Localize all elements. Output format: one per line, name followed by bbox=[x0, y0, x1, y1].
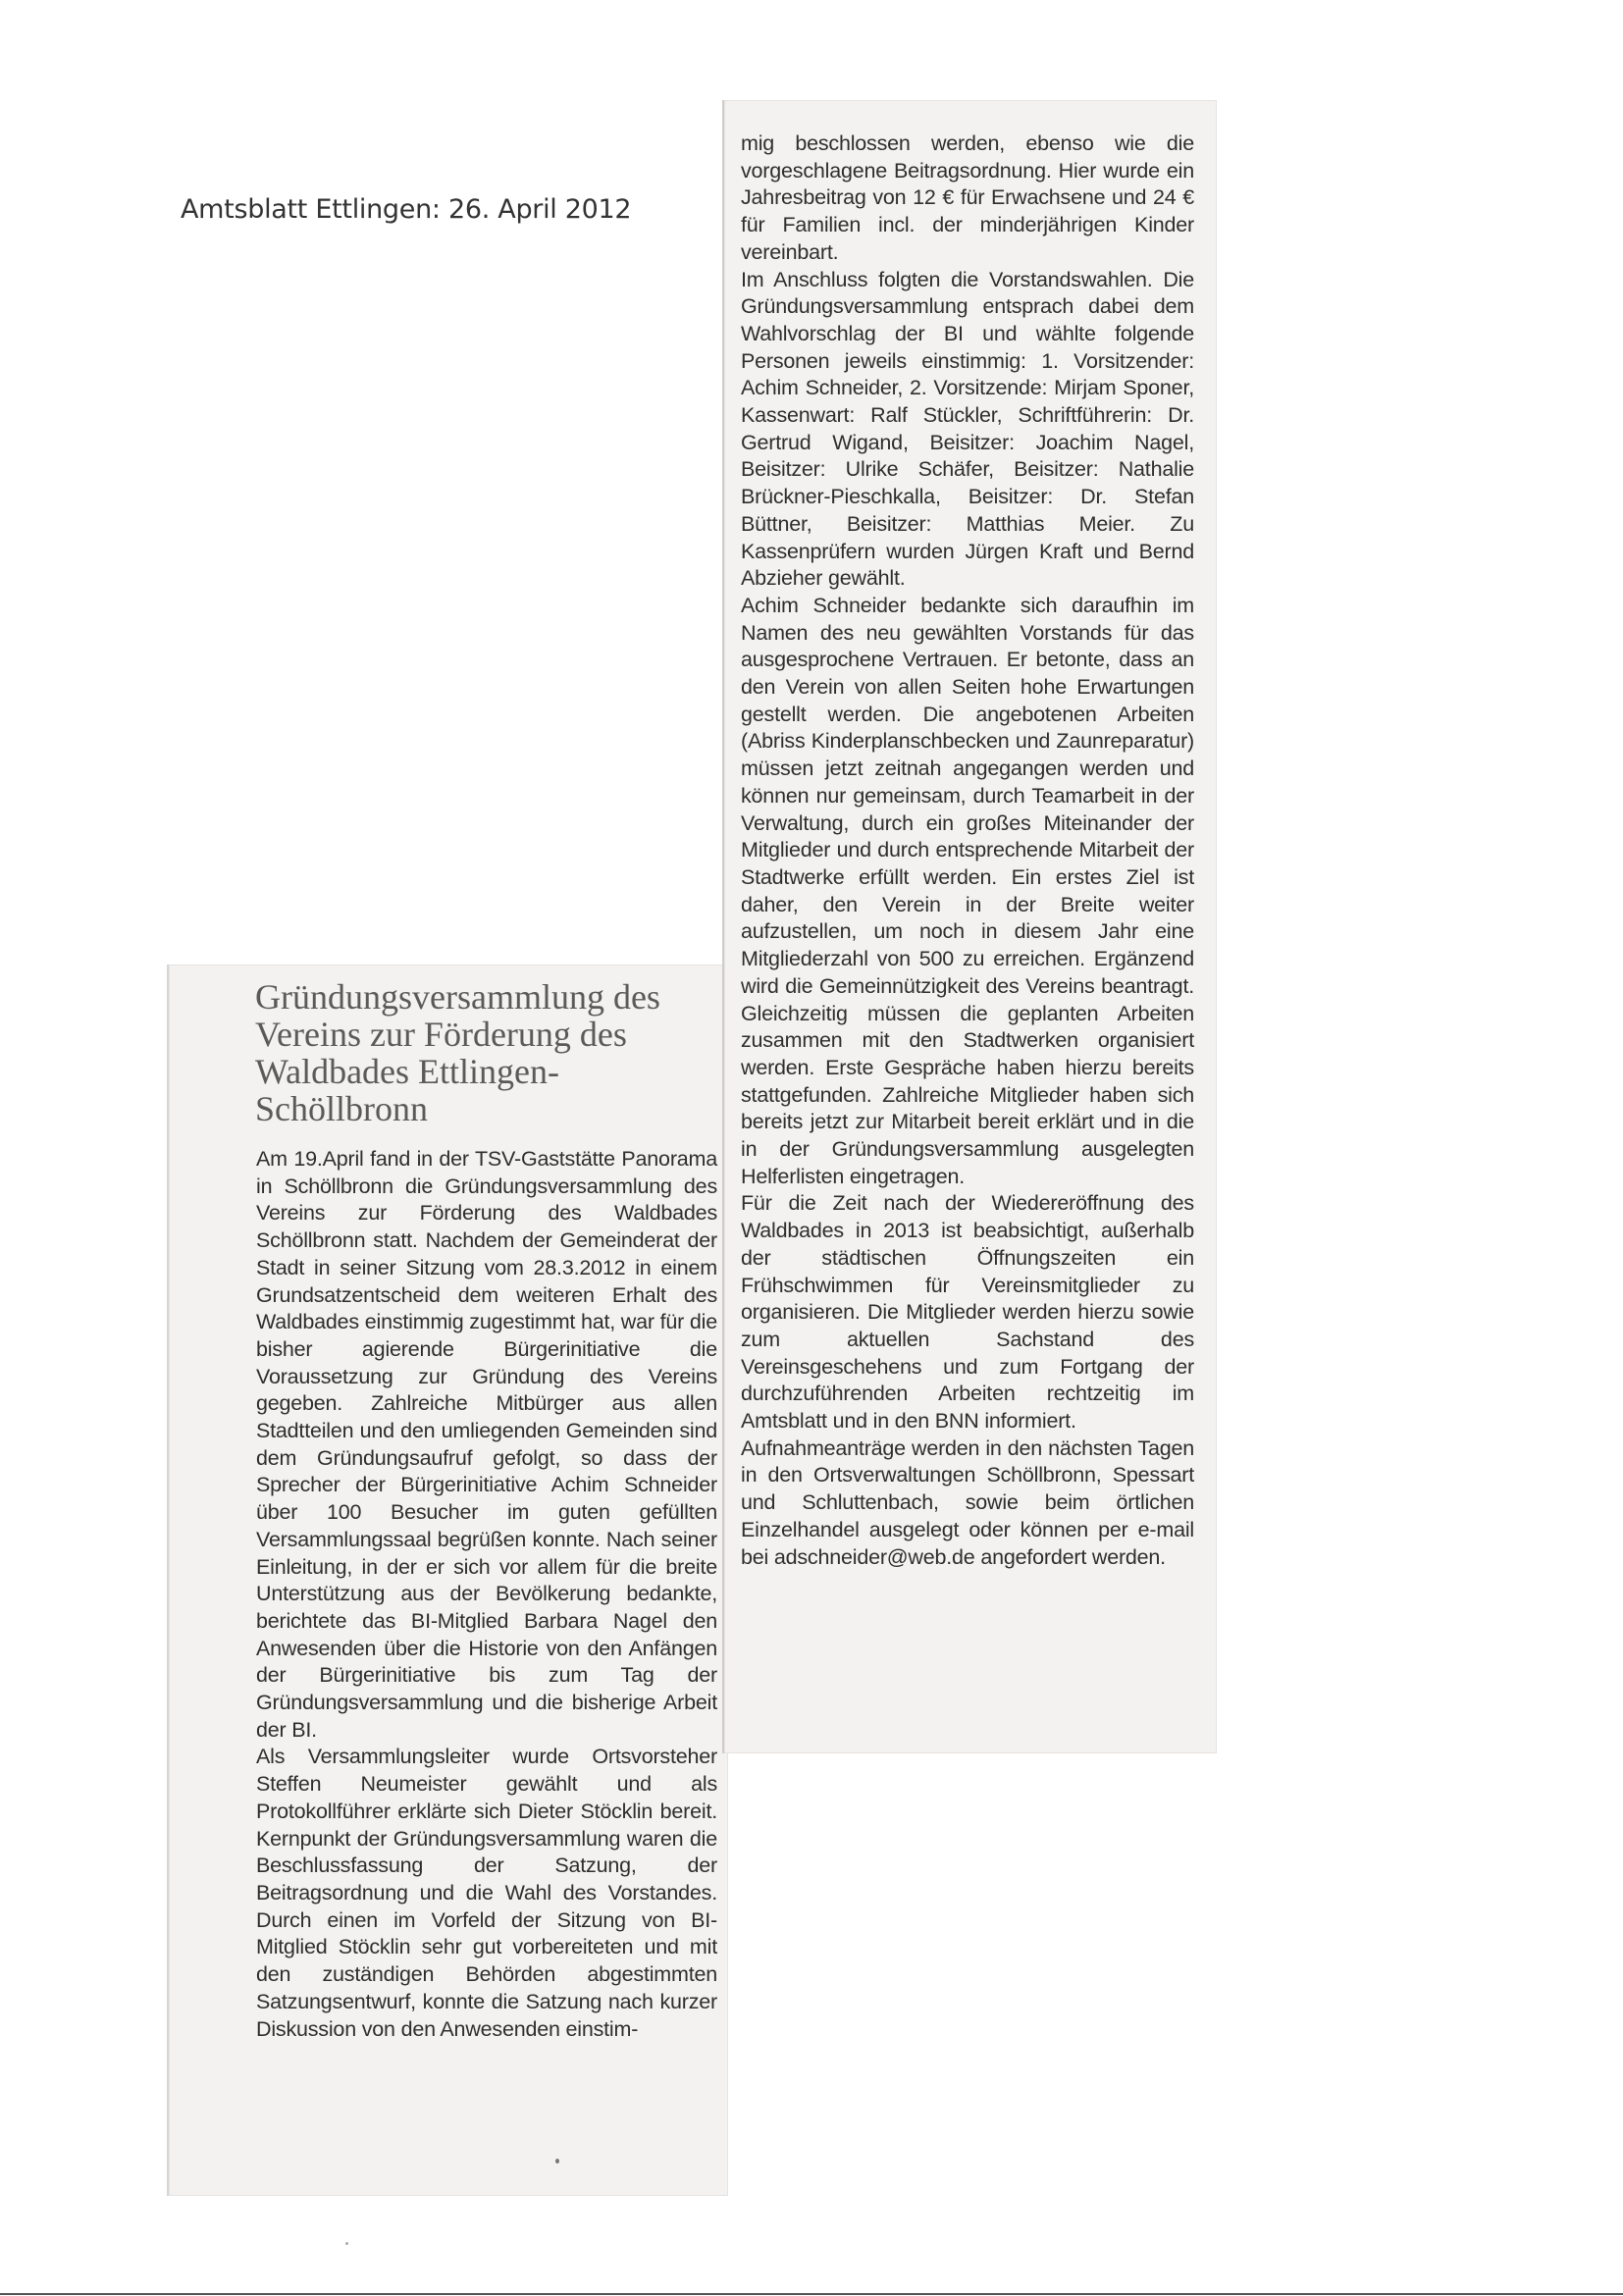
publication-source-label: Amtsblatt Ettlingen: 26. April 2012 bbox=[181, 194, 632, 225]
scan-edge-line bbox=[0, 2293, 1623, 2295]
article-column-right bbox=[741, 130, 1194, 1571]
article-paragraph: Achim Schneider bedankte sich daraufhin im Namen des neu gewählten Vorstands für das ausgesprochene Vertrauen. Er betonte, dass an den Verein von allen Seiten hohe Erwartungen gestellt werden. Die angebotenen Arbeiten (Abriss Kinderplanschbecken und Zaunreparatur) müssen jetzt zeitnah angegangen werden und können nur gemeinsam, durch Teamarbeit in der Verwaltung, durch ein großes Miteinander der Mitglieder und durch entsprechende Mitarbeit der Stadtwerke erfüllt werden. Ein erstes Ziel ist daher, den Verein in der Breite weiter aufzustellen, um noch in diesem Jahr eine Mitgliederzahl von 500 zu erreichen. Ergänzend wird die Gemeinnützigkeit des Vereins beantragt. Gleichzeitig müssen die geplanten Arbeiten zusammen mit den Stadtwerken organisiert werden. Erste Gespräche haben hierzu bereits stattgefunden. Zahlreiche Mitglieder haben sich bereits jetzt zur Mitarbeit bereit erklärt und in die in der Gründungsversammlung ausgelegten Helferlisten eingetragen. bbox=[741, 593, 1194, 1188]
article-paragraph: Aufnahmeanträge werden in den nächsten Tagen in den Ortsverwaltungen Schöllbronn, Spessart und Schluttenbach, sowie beim örtlichen Einzelhandel ausgelegt oder können per e-mail bei adschneider@web.de angefordert werden. bbox=[741, 1435, 1194, 1569]
scan-speck bbox=[345, 2242, 348, 2245]
scan-speck bbox=[555, 2159, 559, 2164]
article-column-left bbox=[256, 1146, 717, 2043]
article-headline: Gründungsversammlung des Vereins zur Förderung des Waldbades Ettlingen-Schöllbronn bbox=[255, 977, 660, 1128]
article-paragraph: mig beschlossen werden, ebenso wie die vorgeschlagene Beitragsordnung. Hier wurde ein Jahresbeitrag von 12 € für Erwachsene und 24 € für Familien incl. der minderjährigen Kinder vereinbart. bbox=[741, 131, 1194, 264]
article-paragraph: Für die Zeit nach der Wiedereröffnung des Waldbades in 2013 ist beabsichtigt, außerhalb der städtischen Öffnungszeiten ein Frühschwimmen für Vereinsmitglieder zu organisieren. Die Mitglieder werden hierzu sowie zum aktuellen Sachstand des Vereinsgeschehens und zum Fortgang der durchzuführenden Arbeiten rechtzeitig im Amtsblatt und in den BNN informiert. bbox=[741, 1191, 1194, 1434]
article-paragraph: Im Anschluss folgten die Vorstandswahlen. Die Gründungsversammlung entsprach dabei dem Wahlvorschlag der BI und wählte folgende Personen jeweils einstimmig: 1. Vorsitzender: Achim Schneider, 2. Vorsitzende: Mirjam Sponer, Kassenwart: Ralf Stückler, Schriftführerin: Dr. Gertrud Wigand, Beisitzer: Joachim Nagel, Beisitzer: Ulrike Schäfer, Beisitzer: Nathalie Brückner-Pieschkalla, Beisitzer: Dr. Stefan Büttner, Beisitzer: Matthias Meier. Zu Kassenprüfern wurden Jürgen Kraft und Bernd Abzieher gewählt. bbox=[741, 267, 1194, 591]
article-paragraph: Am 19.April fand in der TSV-Gaststätte Panorama in Schöllbronn die Gründungsversammlung des Vereins zur Förderung des Waldbades Schöllbronn statt. Nachdem der Gemeinderat der Stadt in seiner Sitzung vom 28.3.2012 in einem Grundsatzentscheid dem weiteren Erhalt des Waldbades einstimmig zugestimmt hat, war für die bisher agierende Bürgerinitiative die Voraussetzung zur Gründung des Vereins gegeben. Zahlreiche Mitbürger aus allen Stadtteilen und den umliegenden Gemeinden sind dem Gründungsaufruf gefolgt, so dass der Sprecher der Bürgerinitiative Achim Schneider über 100 Besucher im guten gefüllten Versammlungssaal begrüßen konnte. Nach seiner Einleitung, in der er sich vor allem für die breite Unterstützung aus der Bevölkerung bedankte, berichtete das BI-Mitglied Barbara Nagel den Anwesenden über die Historie von den Anfängen der Bürgerinitiative bis zum Tag der Gründungsversammlung und die bisherige Arbeit der BI. bbox=[256, 1147, 717, 1742]
article-paragraph: Als Versammlungsleiter wurde Ortsvorsteher Steffen Neumeister gewählt und als Protokollführer erklärte sich Dieter Stöcklin bereit. Kernpunkt der Gründungsversammlung waren die Beschlussfassung der Satzung, der Beitragsordnung und die Wahl des Vorstandes. Durch einen im Vorfeld der Sitzung von BI-Mitglied Stöcklin sehr gut vorbereiteten und mit den zuständigen Behörden abgestimmten Satzungsentwurf, konnte die Satzung nach kurzer Diskussion von den Anwesenden einstim- bbox=[256, 1745, 717, 2041]
